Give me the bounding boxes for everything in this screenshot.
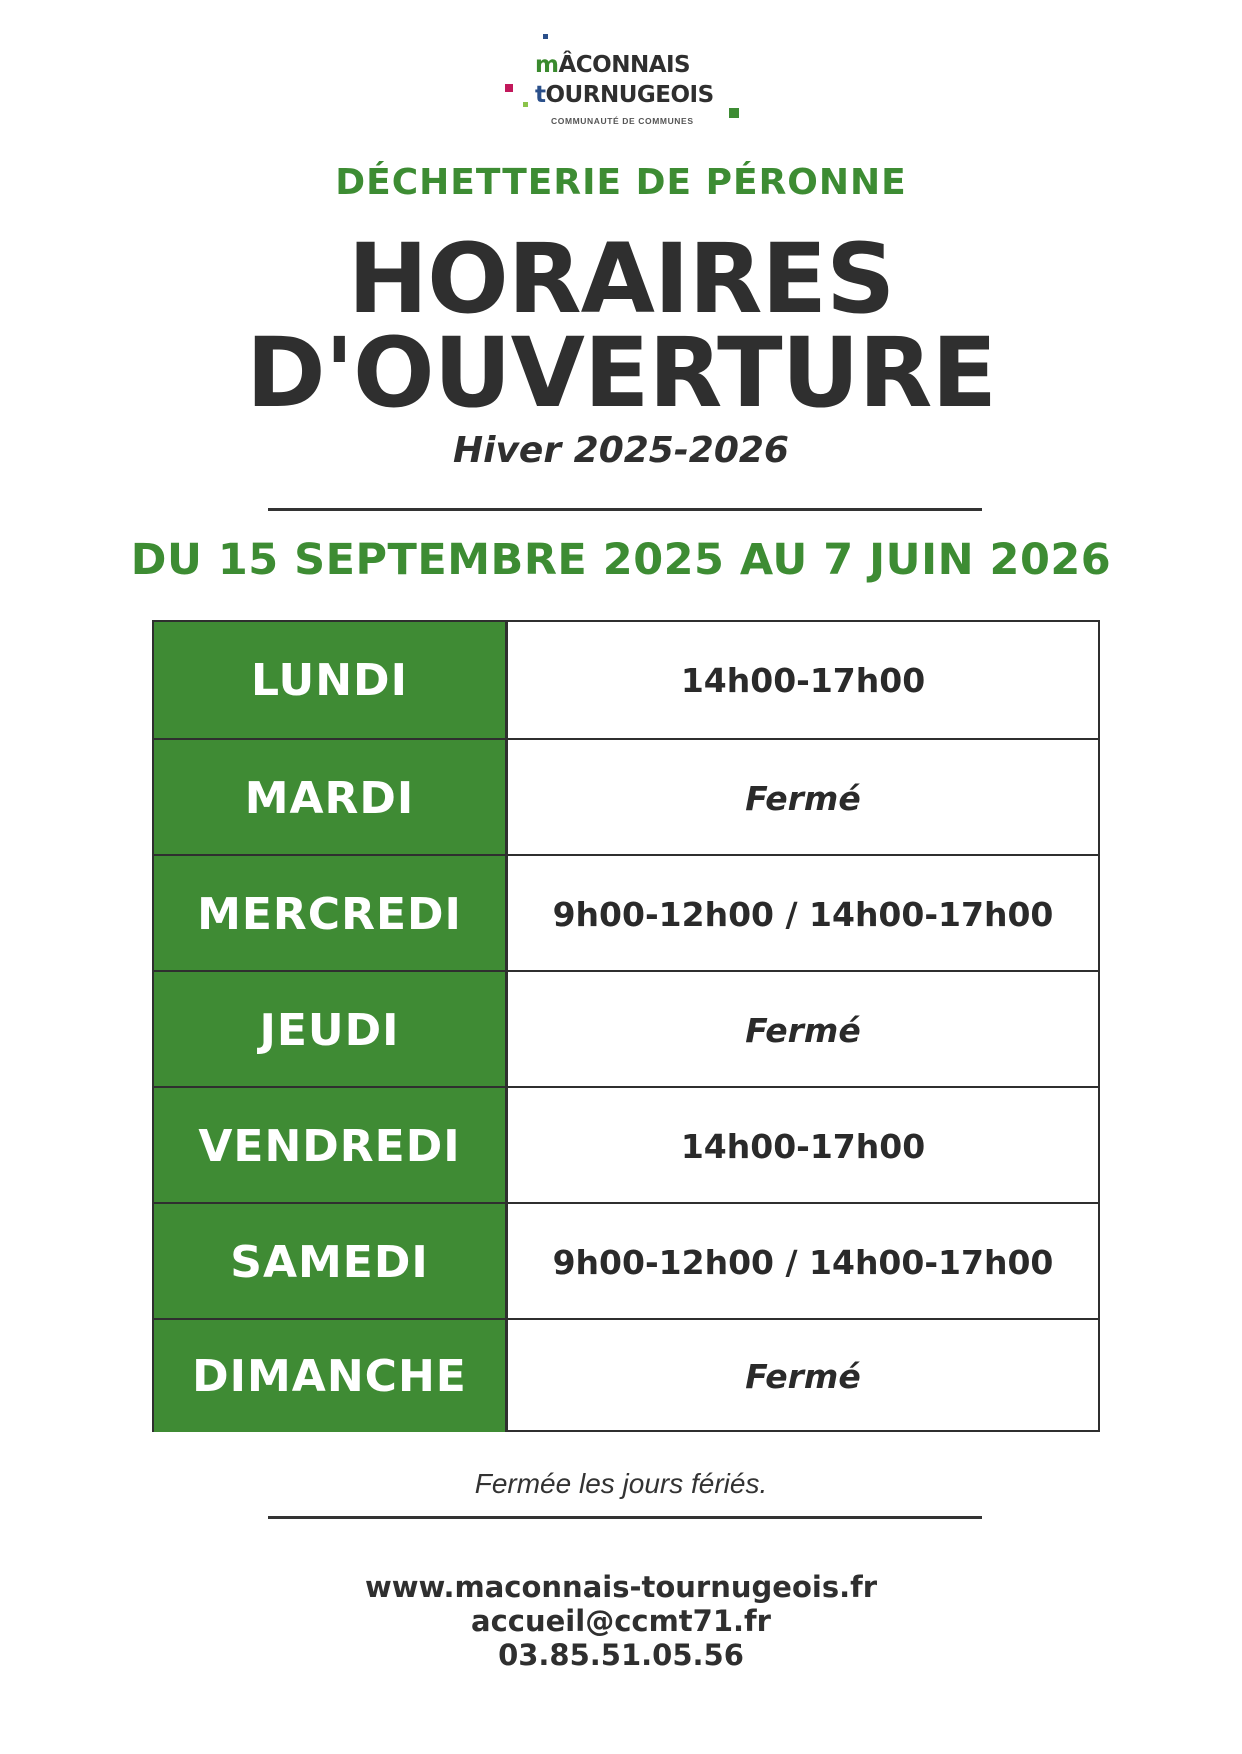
logo-square-magenta: [505, 84, 513, 92]
day-label: JEUDI: [154, 972, 508, 1088]
validity-period: DU 15 SEPTEMBRE 2025 AU 7 JUIN 2026: [130, 535, 1112, 585]
contact-block: [0, 1570, 1242, 1672]
logo-line-2: tOURNUGEOIS: [535, 82, 714, 108]
day-label: DIMANCHE: [154, 1320, 508, 1432]
page-title: [0, 223, 1242, 429]
logo-square-blue: [543, 34, 548, 39]
day-label: VENDREDI: [154, 1088, 508, 1204]
day-label: SAMEDI: [154, 1204, 508, 1320]
divider-top: [268, 508, 982, 511]
table-row: [154, 738, 1098, 856]
table-row: [154, 1318, 1098, 1432]
hours-value: Fermé: [745, 1356, 861, 1396]
hours-value: 9h00-12h00 / 14h00-17h00: [552, 894, 1054, 934]
holiday-note: Fermée les jours fériés.: [474, 1468, 768, 1499]
hours-value: Fermé: [745, 778, 861, 818]
table-row: [154, 1086, 1098, 1204]
table-row: [154, 970, 1098, 1088]
title-line-1: HORAIRES: [347, 223, 895, 335]
logo-line-1: mÂCONNAIS: [535, 52, 691, 78]
title-line-2: D'OUVERTURE: [245, 317, 997, 429]
hours-value: 9h00-12h00 / 14h00-17h00: [552, 1242, 1054, 1282]
logo-square-green: [729, 108, 739, 118]
day-label: MARDI: [154, 740, 508, 856]
phone-number: 03.85.51.05.56: [498, 1638, 744, 1672]
email-link[interactable]: accueil@ccmt71.fr: [471, 1604, 771, 1638]
hours-value: Fermé: [745, 1010, 861, 1050]
divider-bottom: [268, 1516, 982, 1519]
facility-name: DÉCHETTERIE DE PÉRONNE: [335, 162, 907, 203]
season-label: Hiver 2025-2026: [453, 430, 789, 471]
table-row: [154, 622, 1098, 738]
table-row: [154, 1202, 1098, 1320]
hours-value: 14h00-17h00: [680, 660, 926, 700]
organization-logo: [505, 34, 755, 139]
logo-tagline: COMMUNAUTÉ DE COMMUNES: [551, 116, 694, 126]
logo-square-lime: [523, 102, 528, 107]
day-label: LUNDI: [154, 622, 508, 738]
opening-hours-table: [152, 620, 1100, 1432]
day-label: MERCREDI: [154, 856, 508, 972]
website-link[interactable]: www.maconnais-tournugeois.fr: [364, 1570, 878, 1604]
table-row: [154, 854, 1098, 972]
hours-value: 14h00-17h00: [680, 1126, 926, 1166]
